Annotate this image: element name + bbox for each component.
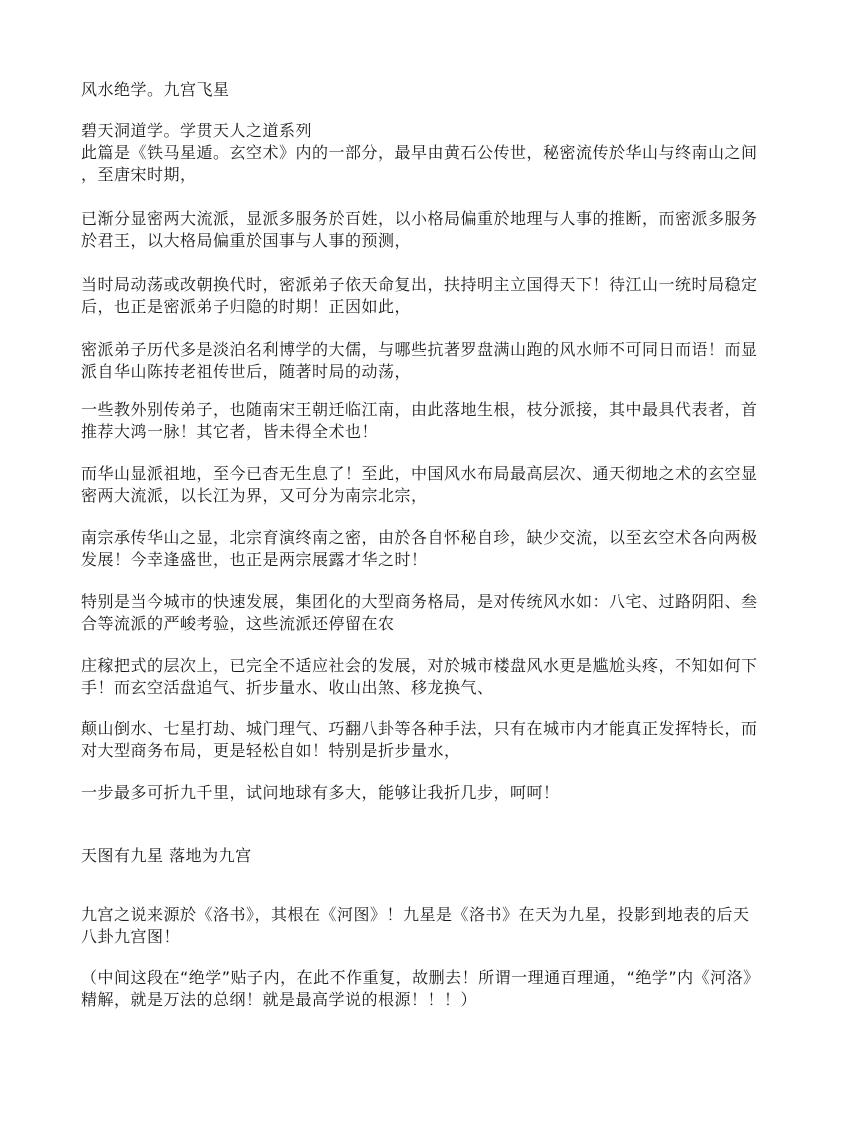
paragraph-line: （中间这段在“绝学”贴子内，在此不作重复，故删去！所谓一理通百理通，“绝学”内《河洛》	[81, 968, 760, 987]
paragraph-line: 庄稼把式的层次上，已完全不适应社会的发展，对於城市楼盘风水更是尴尬头疼，不知如何下	[81, 656, 758, 675]
paragraph-line: 对大型商务布局，更是轻松自如！特别是折步量水，	[81, 741, 461, 760]
paragraph-line: 合等流派的严峻考验，这些流派还停留在农	[81, 614, 395, 633]
paragraph-line: 发展！今幸逢盛世，也正是两宗展露才华之时！	[81, 550, 428, 569]
paragraph-line: 於君王，以大格局偏重於国事与人事的预测，	[81, 231, 412, 250]
paragraph-line: 一些教外别传弟子，也随南宋王朝迁临江南，由此落地生根，枝分派接，其中最具代表者，首	[81, 400, 758, 419]
paragraph-line: 此篇是《铁马星遁。玄空术》内的一部分，最早由黄石公传世，秘密流传於华山与终南山之间	[81, 143, 758, 162]
paragraph-line: 派自华山陈抟老祖传世后，随著时局的动荡，	[81, 362, 412, 381]
paragraph-line: 精解，就是万法的总纲！就是最高学说的根源！！！）	[81, 990, 478, 1009]
document-title: 风水绝学。九宫飞星	[81, 80, 230, 99]
paragraph-line: 推荐大鸿一脉！其它者，皆未得全术也！	[81, 422, 379, 441]
paragraph-line: 南宗承传华山之显，北宗育演终南之密，由於各自怀秘自珍，缺少交流，以至玄空术各向两极	[81, 528, 758, 547]
paragraph-line: 八卦九宫图！	[81, 927, 181, 946]
paragraph-line: 密派弟子历代多是淡泊名利博学的大儒，与哪些抗著罗盘满山跑的风水师不可同日而语！而显	[81, 340, 758, 359]
section-heading: 天图有九星 落地为九宫	[81, 846, 252, 865]
paragraph-line: 特别是当今城市的快速发展，集团化的大型商务格局，是对传统风水如：八宅、过路阴阳、叁	[81, 592, 758, 611]
document-subtitle: 碧天洞道学。学贯天人之道系列	[81, 121, 313, 140]
paragraph-line: 而华山显派祖地，至今已杳无生息了！至此，中国风水布局最高层次、通天彻地之术的玄空显	[81, 464, 758, 483]
paragraph-line: 一步最多可折九千里，试问地球有多大，能够让我折几步，呵呵！	[81, 783, 560, 802]
paragraph-line: 密两大流派，以长江为界，又可分为南宗北宗，	[81, 486, 428, 505]
paragraph-line: 当时局动荡或改朝换代时，密派弟子依天命复出，扶持明主立国得天下！待江山一统时局稳定	[81, 275, 758, 294]
paragraph-line: ，至唐宋时期，	[81, 165, 197, 184]
paragraph-line: 颠山倒水、七星打劫、城门理气、巧翻八卦等各种手法，只有在城市内才能真正发挥特长，而	[81, 719, 758, 738]
paragraph-line: 手！而玄空活盘追气、折步量水、收山出煞、移龙换气、	[81, 678, 494, 697]
paragraph-line: 后，也正是密派弟子归隐的时期！正因如此，	[81, 297, 412, 316]
paragraph-line: 已渐分显密两大流派，显派多服务於百姓，以小格局偏重於地理与人事的推断，而密派多服务	[81, 209, 758, 228]
paragraph-line: 九宫之说来源於《洛书》，其根在《河图》！九星是《洛书》在天为九星，投影到地表的后天	[81, 905, 750, 924]
